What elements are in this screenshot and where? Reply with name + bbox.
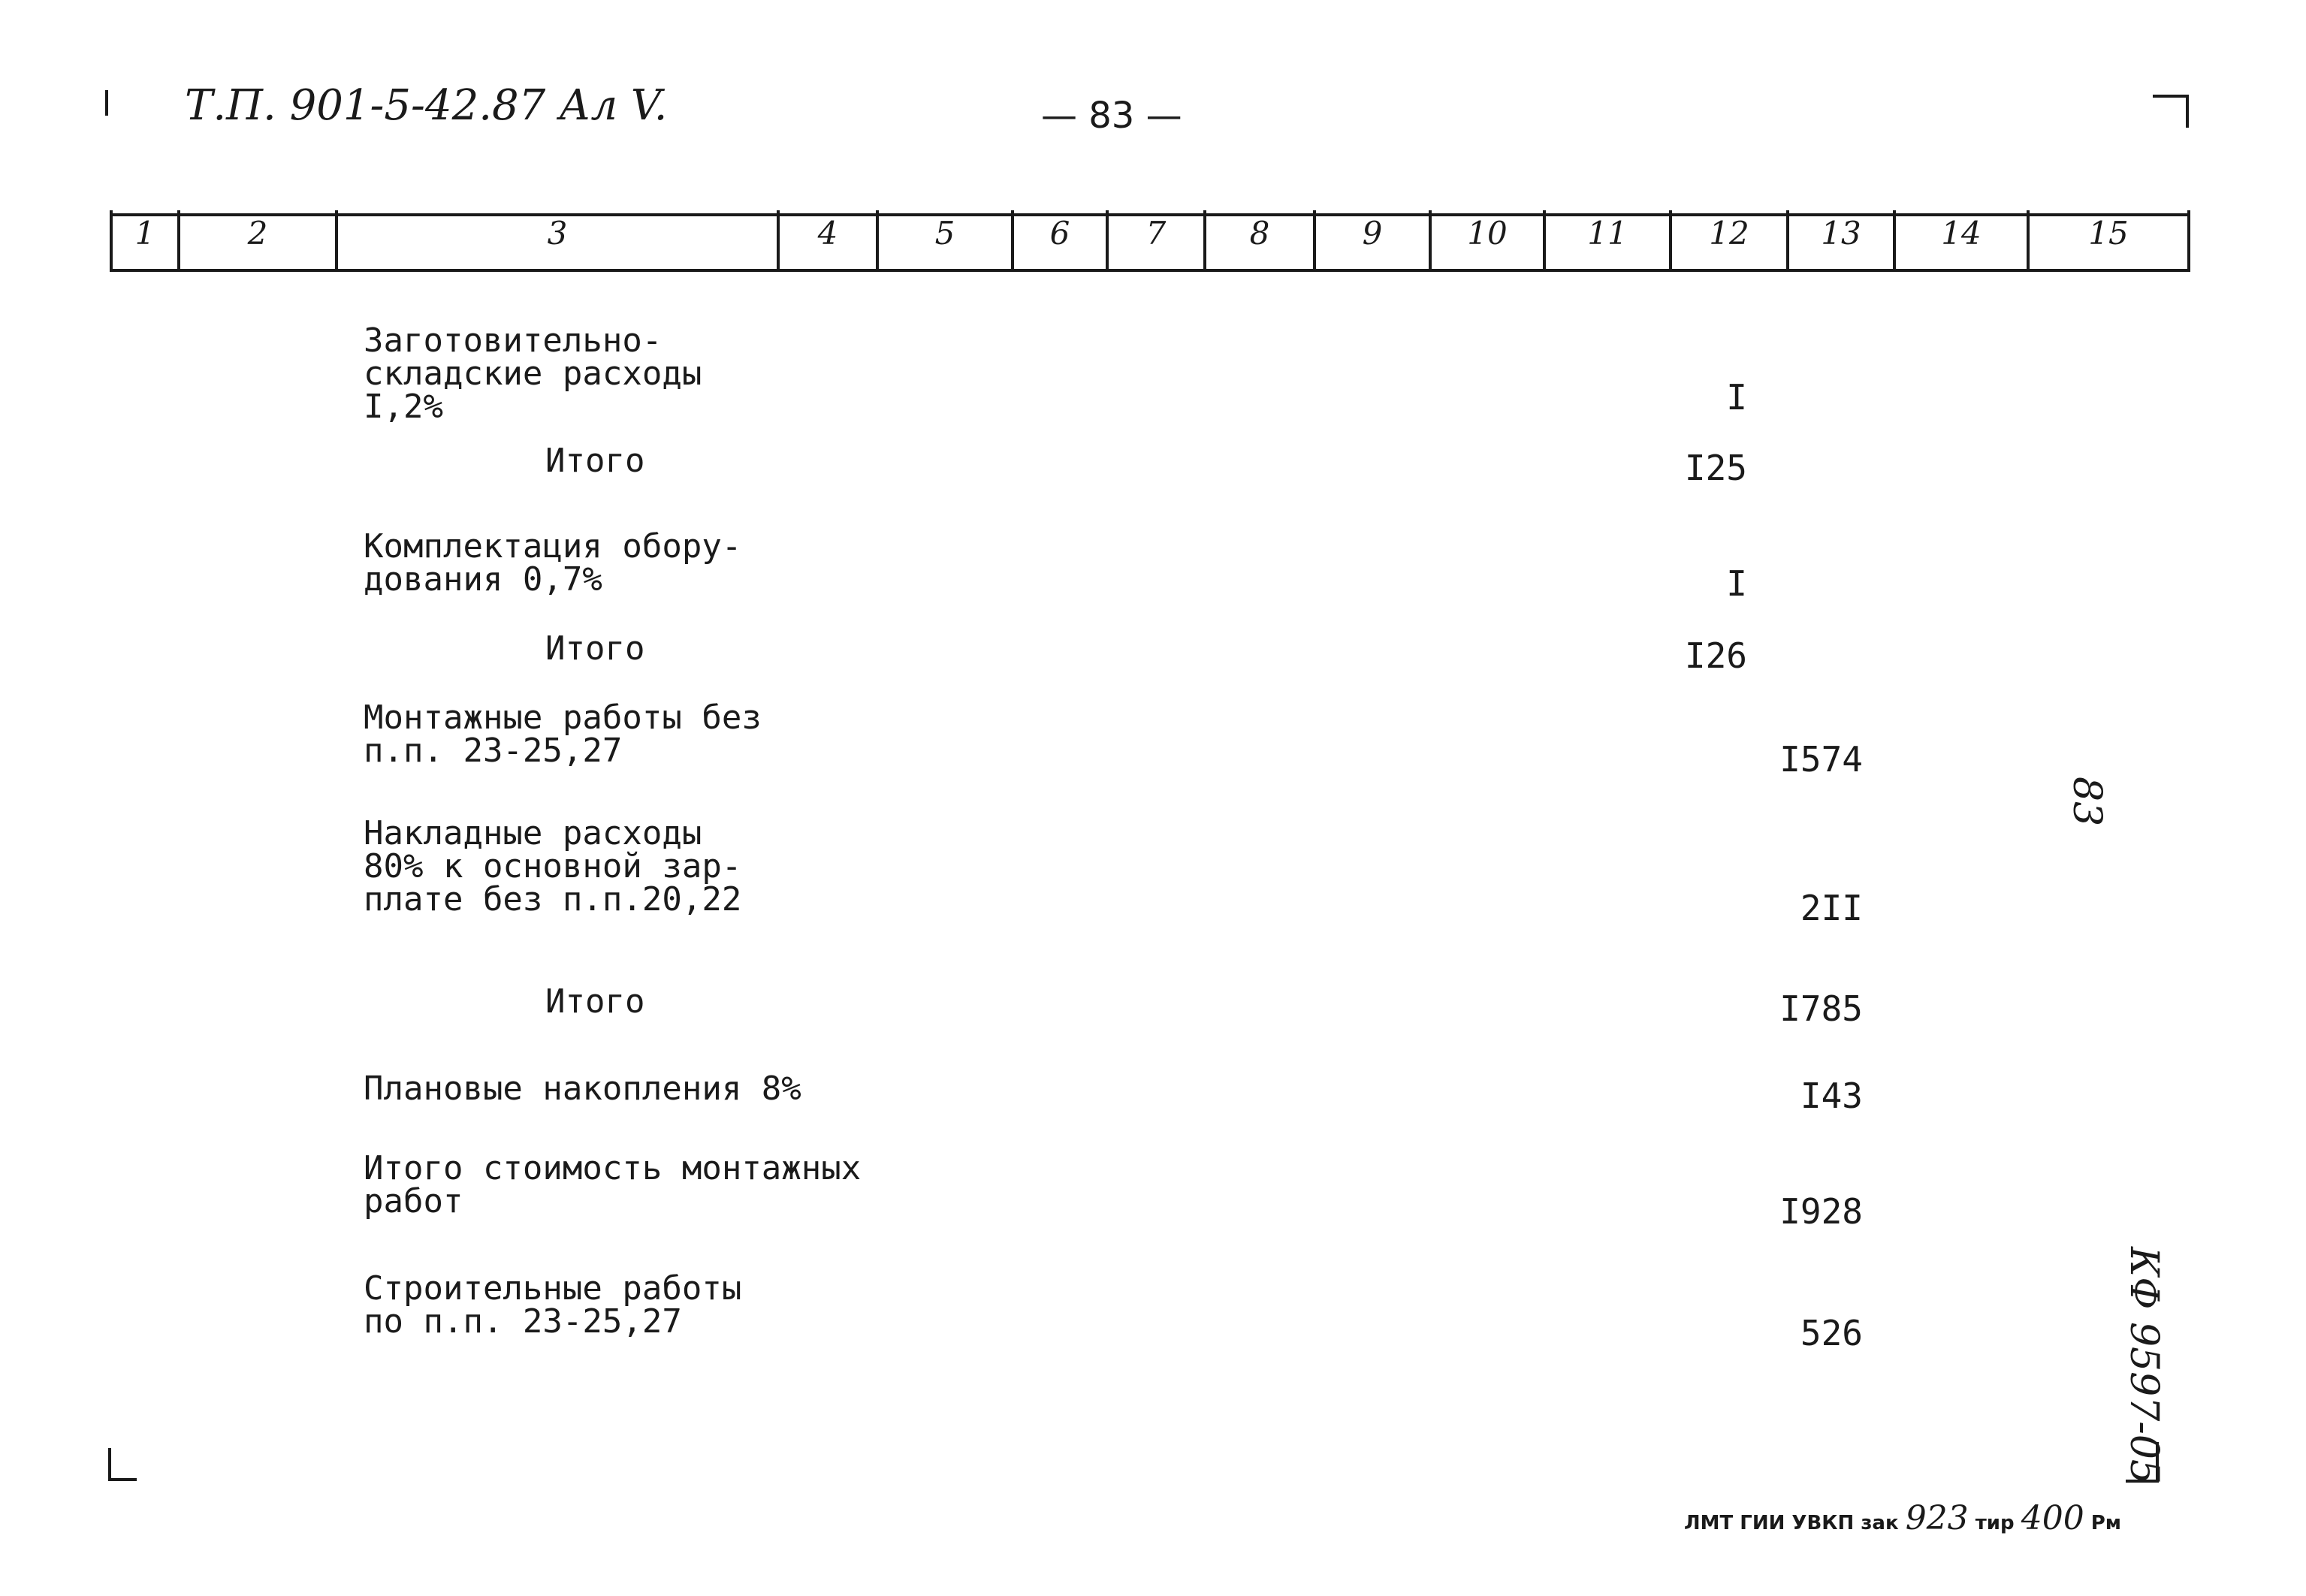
column-number: 6 — [1049, 215, 1070, 252]
row-label: Итого — [545, 629, 645, 668]
column-number: 12 — [1709, 215, 1749, 252]
row-label: Заготовительно- складские расходы I,2% — [364, 321, 702, 426]
print-prefix: ЛМТ ГИИ УВКП зак — [1684, 1512, 1899, 1534]
column-number: 1 — [134, 215, 155, 252]
column-5 — [879, 210, 1014, 270]
column-number: 9 — [1362, 215, 1383, 252]
print-suffix: Рм — [2090, 1512, 2122, 1534]
row-value-col12: I25 — [1684, 448, 1747, 488]
page-number: — 83 — — [1041, 95, 1182, 137]
column-number: 15 — [2088, 215, 2129, 252]
column-number: 8 — [1249, 215, 1270, 252]
header-rule-bottom — [110, 269, 2190, 272]
corner-mark-top-left — [105, 90, 108, 116]
column-number: 4 — [817, 215, 838, 252]
column-4 — [780, 210, 879, 270]
print-info — [1684, 1499, 2121, 1537]
row-value-col13: I785 — [1779, 988, 1863, 1029]
row-value-col13: I928 — [1779, 1191, 1863, 1232]
row-label: Комплектация обору- дования 0,7% — [364, 527, 742, 599]
row-value-col12: I26 — [1684, 635, 1747, 676]
row-value-col12: I — [1726, 377, 1747, 418]
row-label: Итого стоимость монтажных работ — [364, 1149, 862, 1220]
row-value-col13: 526 — [1800, 1313, 1863, 1353]
column-number: 3 — [547, 215, 568, 252]
column-15 — [2030, 210, 2190, 270]
print-order-number: 923 — [1905, 1499, 1969, 1537]
document-code: Т.П. 901-5-42.87 Ал V. — [185, 81, 668, 130]
column-9 — [1316, 210, 1432, 270]
column-number-header — [110, 210, 2190, 270]
column-14 — [1896, 210, 2030, 270]
margin-sheet-number: 83 — [2064, 777, 2109, 827]
row-value-col13: I574 — [1779, 739, 1863, 780]
row-value-col13: 2II — [1800, 888, 1863, 928]
column-number: 14 — [1941, 215, 1982, 252]
corner-mark-top-right — [2153, 95, 2189, 128]
column-number: 5 — [934, 215, 955, 252]
margin-archive-code: КФ 9597-05 — [2121, 1247, 2166, 1485]
row-label: Плановые накопления 8% — [364, 1070, 801, 1108]
column-10 — [1432, 210, 1546, 270]
print-run-label: тир — [1975, 1512, 2015, 1534]
row-label: Итого — [545, 982, 645, 1021]
column-3 — [338, 210, 780, 270]
column-6 — [1014, 210, 1109, 270]
print-run-count: 400 — [2021, 1499, 2084, 1537]
row-label: Итого — [545, 442, 645, 480]
column-number: 2 — [247, 215, 268, 252]
column-number: 7 — [1145, 215, 1167, 252]
corner-mark-bottom-left — [108, 1448, 137, 1481]
column-1 — [110, 210, 180, 270]
row-value-col13: I43 — [1800, 1076, 1863, 1116]
row-value-col12: I — [1726, 563, 1747, 604]
column-7 — [1109, 210, 1206, 270]
row-label: Монтажные работы без п.п. 23-25,27 — [364, 698, 762, 770]
column-12 — [1672, 210, 1789, 270]
column-2 — [180, 210, 338, 270]
column-number: 11 — [1587, 215, 1628, 252]
column-number: 10 — [1467, 215, 1508, 252]
row-label: Накладные расходы 80% к основной зар- плате без п.п.20,22 — [364, 814, 742, 919]
row-label: Строительные работы по п.п. 23-25,27 — [364, 1269, 742, 1341]
column-13 — [1789, 210, 1896, 270]
column-8 — [1206, 210, 1316, 270]
column-number: 13 — [1821, 215, 1861, 252]
column-11 — [1546, 210, 1672, 270]
